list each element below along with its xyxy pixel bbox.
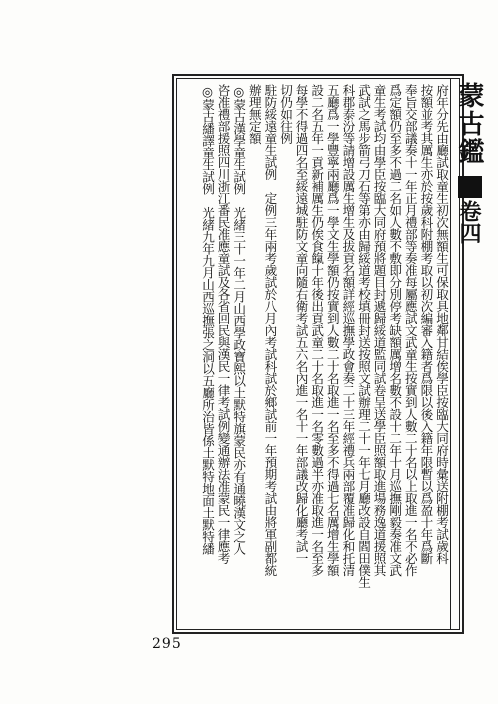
text-column-8: 五廳爲一學豐寧兩廳爲一學文生學額仍按實到人數二十名取進一名至多不得過七名厲增生學額 xyxy=(324,84,340,576)
text-column-1: 府年分先由廳試取童生初次無額生可保取具地鄰甘結俟學臣按臨大同府時彙送附棚考試歲科 xyxy=(434,84,449,564)
text-column-6: 武試之馬步箭弓刀石等第亦由歸綏道考校填冊封送按照文試辦理二十一年七月廳改設自閻田僕生 xyxy=(356,84,371,588)
text-column-4: 爲定額仍至多不過二名如人數不敷即分別停考缺額厲增名數不設十二年十月巡撫剛毅奏准文武 xyxy=(387,84,403,576)
chapter-marker-block xyxy=(458,176,482,198)
text-column-2: 按額並考其厲生亦於按歲科附棚考取以初次編審入籍者爲限以後入籍年限暫以爲盈十年爲斷 xyxy=(418,84,434,564)
text-column-7: 科郡泰汾等請增設厲生增生及拔貢名額詳經巡撫學政會奏二十三年經禮兵兩部覆准歸化和托清 xyxy=(340,84,356,576)
text-column-12: 駐防綏遠童生試例 定例三年兩考歲試於八月內考試科試於鄉試前一年預期考試由將軍副都統 xyxy=(262,84,278,576)
text-column-3: 奉旨交部議奏十一年正月禮部等奏准每屬應試文武童生按實到人數二十名以上取進一名不必作 xyxy=(402,84,418,576)
page-number: 295 xyxy=(152,636,182,652)
text-column-5: 童生考試均由學臣按臨大同府預將題目封遞歸綏道監同試卷呈送學臣照額取進場務逸道援照其 xyxy=(371,84,387,576)
title-divider-line xyxy=(450,78,451,630)
text-column-11: 切仍如往例 xyxy=(278,84,293,144)
text-column-15: 咨准禮部援照四川浙江番民准應童試及各省回民與漢民一律考試例變通辦法准蒙民一律應考 xyxy=(215,84,231,564)
chapter-label: 卷四 xyxy=(456,200,482,244)
text-column-10: 每學不得過四名至綏遠城駐防文童向隨右衛考試五六名內進一名十一年部議改歸化廳考試一 xyxy=(293,84,309,564)
text-column-13: 辦理無定額 xyxy=(246,84,262,144)
text-column-9: 設二名五年一貢新補厲生仍俟食餼十年後出貢武童二十名取進一名零數過半亦准取進一名至多 xyxy=(309,84,325,576)
text-column-16: ◎蒙古繙譯童生試例 光緒九年九月山西巡撫張之洞以五廳所治皆係土默特地面土默特繙 xyxy=(200,84,215,555)
book-title: 蒙古鑑 xyxy=(454,82,484,166)
text-column-14: ◎蒙古漢學童生試例 光緒三十一年二月山西學政寶熙以土默特旗蒙民亦有通曉漢文之人 xyxy=(231,84,247,555)
